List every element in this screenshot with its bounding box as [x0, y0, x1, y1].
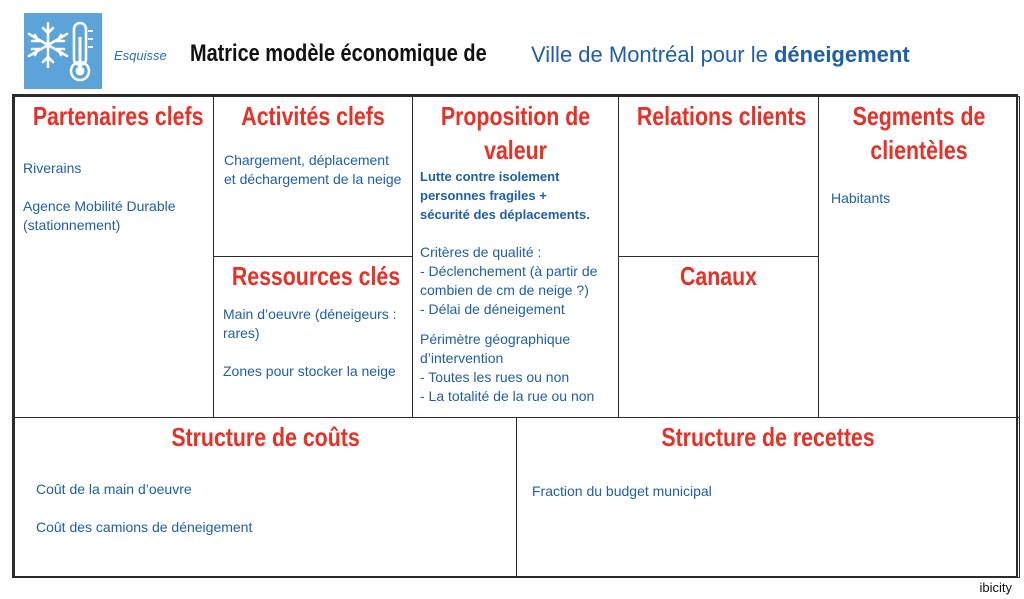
block-title-line: Proposition de: [440, 101, 591, 131]
block-title-line: valeur: [484, 135, 547, 165]
list-item: - La totalité de la rue ou non: [420, 388, 595, 404]
snowflake-thermometer-icon: [24, 13, 102, 89]
esquisse-label: Esquisse: [114, 48, 167, 63]
block-canaux: [618, 256, 819, 418]
block-segments-de-clienteles: [818, 96, 1020, 418]
block-title-line: Segments de: [852, 101, 986, 131]
list-item: Zones pour stocker la neige: [223, 363, 396, 379]
block-relations-clients: [618, 96, 819, 257]
block-title: Partenaires clefs: [32, 101, 204, 131]
block-content: [15, 133, 213, 235]
list-item: Riverains: [23, 160, 82, 176]
block-title-line: clientèles: [870, 135, 968, 165]
block-content: [214, 293, 412, 381]
block-title: [431, 99, 599, 167]
geographic-perimeter: [420, 330, 612, 406]
block-structure-de-couts: [14, 417, 517, 578]
page-header: [0, 0, 1024, 92]
page-subtitle: [531, 42, 910, 68]
block-content: [819, 167, 1019, 208]
block-title: Structure de recettes: [661, 422, 875, 452]
list-item: Chargement, déplacement et déchargement de la neige: [224, 152, 402, 187]
business-model-canvas: [12, 94, 1018, 578]
block-activites-clefs: [213, 96, 413, 257]
list-item: - Délai de déneigement: [420, 301, 565, 317]
bold-line: Lutte contre isolement: [420, 169, 560, 184]
block-title: Relations clients: [636, 101, 807, 131]
block-ressources-cles: [213, 256, 413, 418]
block-structure-de-recettes: [516, 417, 1020, 578]
block-title: Structure de coûts: [171, 422, 360, 452]
list-item: - Déclenchement (à partir de combien de cm de neige ?): [420, 263, 598, 298]
footer-brand: ibicity: [979, 580, 1012, 595]
block-title: Activités clefs: [241, 101, 385, 131]
list-item: Coût de la main d’oeuvre: [36, 481, 192, 497]
block-title: Canaux: [679, 261, 758, 291]
value-proposition-statement: [420, 167, 612, 224]
subtitle-highlight: déneigement: [773, 42, 910, 67]
block-content: [517, 454, 1019, 501]
block-title: [837, 99, 1001, 167]
list-item: Périmètre géographique d’intervention: [420, 331, 571, 366]
list-item: Fraction du budget municipal: [532, 483, 712, 499]
block-content: [413, 167, 618, 406]
block-title: Ressources clés: [231, 261, 401, 291]
block-proposition-de-valeur: [412, 96, 619, 418]
list-item: Agence Mobilité Durable (stationnement): [23, 198, 176, 233]
list-item: Main d’oeuvre (déneigeurs : rares): [223, 306, 397, 341]
bold-line: sécurité des déplacements.: [420, 207, 590, 222]
list-item: Critères de qualité :: [420, 244, 542, 260]
block-partenaires-clefs: [14, 96, 214, 418]
block-content: [214, 133, 412, 189]
list-item: - Toutes les rues ou non: [420, 369, 570, 385]
list-item: Habitants: [831, 190, 891, 206]
quality-criteria: [420, 243, 612, 319]
bold-line: personnes fragiles +: [420, 188, 547, 203]
subtitle-city: Ville de Montréal pour le: [531, 42, 768, 67]
page-title: Matrice modèle économique de: [190, 40, 487, 67]
block-content: [15, 454, 516, 537]
list-item: Coût des camions de déneigement: [36, 519, 253, 535]
